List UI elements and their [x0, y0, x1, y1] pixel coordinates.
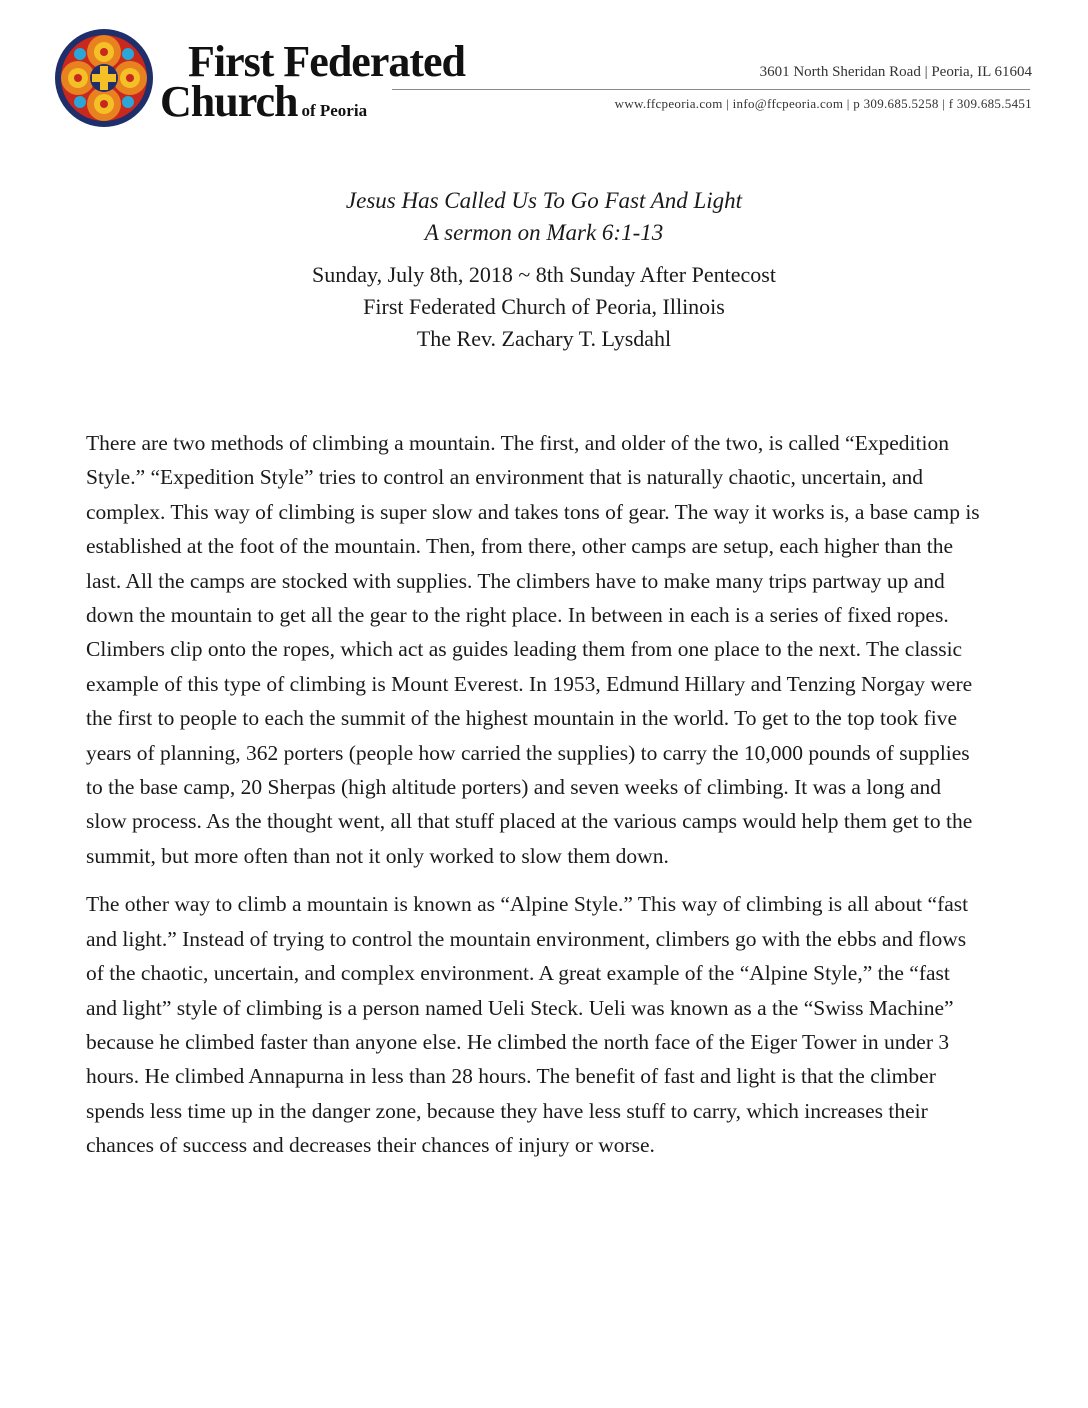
org-name-line1: First Federated — [188, 37, 465, 86]
church-contact-info: www.ffcpeoria.com | info@ffcpeoria.com | p 309.685.5258 | f 309.685.5451 — [614, 96, 1032, 111]
org-name-church: Church — [160, 77, 298, 126]
sermon-body — [86, 426, 986, 1177]
org-name-of-peoria: of Peoria — [301, 101, 368, 120]
sermon-title-block — [0, 185, 1088, 355]
body-paragraph-2: The other way to climb a mountain is known as “Alpine Style.” This way of climbing is all about “fast and light.” Instead of trying to control the mountain environment, climbers go with the ebbs and flows of the chaotic, uncertain, and complex environment. A great example of the “Alpine Style,” the “fast and light” style of climbing is a person named Ueli Steck. Ueli was known as a the “Swiss Machine” because he climbed faster than anyone else. He climbed the north face of the Eiger Tower in under 3 hours. He climbed Annapurna in less than 28 hours. The benefit of fast and light is that the climber spends less time up in the danger zone, because they have less stuff to carry, which increases their chances of success and decreases their chances of injury or worse. — [86, 892, 969, 1158]
sermon-subtitle: A sermon on Mark 6:1-13 — [424, 220, 664, 245]
church-rose-window-icon — [54, 28, 154, 128]
letterhead — [0, 0, 1088, 140]
sermon-church: First Federated Church of Peoria, Illinois — [363, 294, 725, 319]
header-divider — [392, 89, 1030, 90]
org-name-line2 — [160, 77, 368, 126]
sermon-title: Jesus Has Called Us To Go Fast And Light — [345, 188, 743, 213]
sermon-preacher: The Rev. Zachary T. Lysdahl — [416, 326, 672, 351]
body-paragraph-1: There are two methods of climbing a mountain. The first, and older of the two, is called “Expedition Style.” “Expedition Style” tries to control an environment that is naturally chaotic, uncertain, and complex. This way of climbing is super slow and takes tons of gear. The way it works is, a base camp is established at the foot of the mountain. Then, from there, other camps are setup, each higher than the last. All the camps are stocked with supplies. The climbers have to make many trips partway up and down the mountain to get all the gear to the right place. In between in each is a series of fixed ropes. Climbers clip onto the ropes, which act as guides leading them from one place to the next. The classic example of this type of climbing is Mount Everest. In 1953, Edmund Hillary and Tenzing Norgay were the first to people to each the summit of the highest mountain in the world. To get to the top took five years of planning, 362 porters (people how carried the supplies) to carry the 10,000 pounds of supplies to the base camp, 20 Sherpas (high altitude porters) and seven weeks of climbing. It was a long and slow process. As the thought went, all that stuff placed at the various camps would help them get to the summit, but more often than not it only worked to slow them down. — [86, 431, 980, 868]
sermon-date: Sunday, July 8th, 2018 ~ 8th Sunday After Pentecost — [312, 262, 776, 287]
church-address: 3601 North Sheridan Road | Peoria, IL 61604 — [759, 64, 1032, 80]
